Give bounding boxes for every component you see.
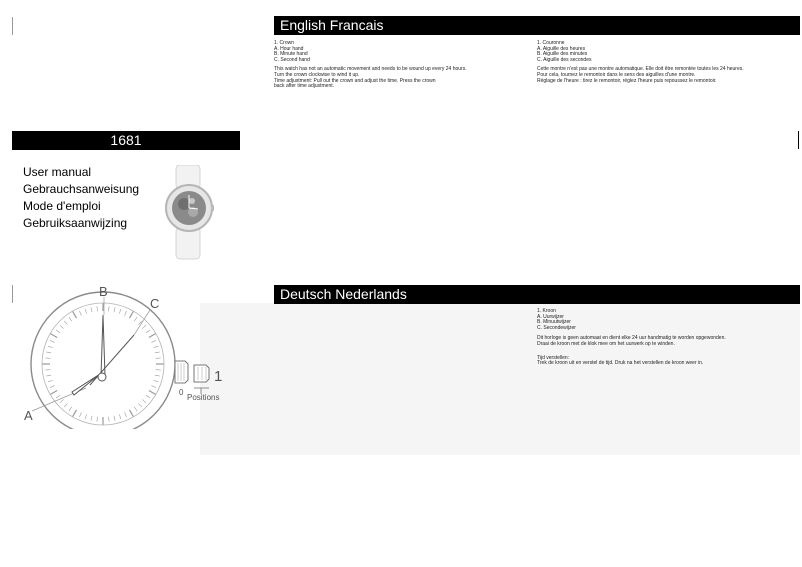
dial-tick <box>109 306 110 311</box>
dial-tick <box>153 346 158 348</box>
dial-tick <box>85 414 87 419</box>
crop-mark <box>12 285 13 303</box>
crown-position-1 <box>194 365 209 382</box>
dial-tick <box>45 370 50 371</box>
manual-title-en: User manual <box>23 165 92 179</box>
manual-titles <box>23 164 139 232</box>
dutch-section <box>537 309 797 367</box>
french-instruction: Cette montre n'est pas une montre automatique. Elle doit être remontée toutes les 24 heures. <box>537 66 744 73</box>
dial-tick <box>119 414 121 419</box>
dial-tick <box>109 417 110 422</box>
dial-tick <box>155 352 160 353</box>
dial-tick <box>114 307 115 312</box>
header-deutsch-nederlands: Deutsch Nederlands <box>274 285 800 304</box>
second-hand <box>90 335 134 385</box>
french-part: 1. Couronne <box>537 40 565 46</box>
manual-title-de: Gebrauchsanweisung <box>23 182 140 196</box>
label-crown-0: 0 <box>179 388 184 397</box>
hand-pinion <box>98 373 106 381</box>
dial-tick <box>138 403 141 407</box>
watch-photo <box>163 165 215 260</box>
dial-tick <box>97 417 98 422</box>
dial-tick <box>146 330 150 333</box>
label-crown-1: 1 <box>214 368 223 385</box>
dial-tick <box>50 386 55 388</box>
manual-title-fr: Mode d'emploi <box>23 199 101 213</box>
dutch-time-setting: Trek de kroon uit en verstel de tijd. Druk na het verstellen de kroon weer in. <box>537 360 704 367</box>
dutch-part: C. Secondewijzer <box>537 324 576 331</box>
dutch-time-setting-title: Tijd verstellen: <box>537 354 570 361</box>
dial-tick <box>149 391 156 395</box>
dial-tick <box>73 311 77 318</box>
dial-tick <box>134 317 137 321</box>
french-instruction: Pour cela, tournez le remontoir dans le sens des aiguilles d'une montre. <box>537 71 696 78</box>
dial-tick <box>46 375 51 376</box>
dial-tick <box>146 395 150 398</box>
dial-tick <box>50 334 57 338</box>
dial-tick <box>73 410 77 417</box>
dial-tick <box>142 399 146 402</box>
dial-tick <box>151 340 156 342</box>
label-positions: Positions <box>187 393 220 402</box>
french-instruction: Réglage de l'heure : tirez le remontoir, réglez l'heure puis repoussez le remontoir. <box>537 77 717 84</box>
dial-tick <box>69 317 72 321</box>
dial-tick <box>91 307 92 312</box>
manual-title-nl: Gebruiksaanwijzing <box>23 216 128 230</box>
dial-tick <box>156 370 161 371</box>
french-part: A. Aiguille des heures <box>537 45 586 52</box>
dial-tick <box>50 340 55 342</box>
french-part: B. Aiguille des minutes <box>537 51 588 58</box>
hour-hand <box>72 374 100 395</box>
dial-tick <box>79 311 81 316</box>
model-number: 1681 <box>110 132 142 148</box>
dial-tick <box>85 309 87 314</box>
dial-tick <box>79 412 81 417</box>
dial-tick <box>125 311 127 316</box>
dial-tick <box>130 410 134 417</box>
english-instruction: This watch has not an automatic movement and needs to be wound up every 24 hours. <box>274 66 467 73</box>
dial-tick <box>69 407 72 411</box>
dial-tick <box>142 325 146 328</box>
french-section <box>537 41 797 84</box>
english-part: 1. Crown <box>274 40 295 46</box>
dutch-part: B. Minuutwijzer <box>537 319 571 326</box>
english-part: A. Hour hand <box>274 45 304 52</box>
header-english-francais: English Francais <box>274 16 800 35</box>
dial-tick <box>153 380 158 382</box>
english-part: C. Second hand <box>274 56 310 63</box>
dial-tick <box>60 325 64 328</box>
crop-mark <box>798 131 799 149</box>
dial-tick <box>119 309 121 314</box>
dutch-instruction: Dit horloge is geen automaat en dient elke 24 uur handmatig te worden opgewonden. <box>537 335 726 342</box>
dial-tick <box>156 358 161 359</box>
dial-tick <box>151 386 156 388</box>
crop-mark <box>12 17 13 35</box>
dial-tick <box>48 346 53 348</box>
watch-crown <box>211 205 214 211</box>
dial-tick <box>46 352 51 353</box>
minute-hand <box>101 315 105 376</box>
crown-position-0 <box>175 361 188 383</box>
dial-tick <box>125 412 127 417</box>
dial-tick <box>91 416 92 421</box>
dutch-part: 1. Kroon <box>537 308 556 314</box>
dial-tick <box>64 403 67 407</box>
dial-tick <box>56 395 60 398</box>
english-part: B. Minute hand <box>274 51 308 58</box>
dial-tick <box>60 399 64 402</box>
dial-tick <box>45 358 50 359</box>
english-instruction: Turn the crown clockwise to wind it up. <box>274 71 360 78</box>
dutch-part: A. Uurwijzer <box>537 313 564 320</box>
dial-tick <box>155 375 160 376</box>
watch-diagram <box>20 284 230 429</box>
english-instruction: Time adjustment: Pull out the crown and adjust the time. Press the crown <box>274 77 436 84</box>
dial-tick <box>50 391 57 395</box>
dial-tick <box>97 306 98 311</box>
dial-tick <box>64 321 67 325</box>
dial-tick <box>134 407 137 411</box>
dial-tick <box>149 334 156 338</box>
dial-tick <box>48 380 53 382</box>
dial-tick <box>130 311 134 318</box>
label-c: C <box>150 296 160 311</box>
english-instruction: back after time adjustment. <box>274 83 335 90</box>
dial-tick <box>114 416 115 421</box>
dial-tick <box>56 330 60 333</box>
french-part: C. Aiguille des secondes <box>537 56 592 63</box>
dutch-instruction: Draai de kroon met de klok mee om het uurwerk op te winden. <box>537 340 675 347</box>
label-b: B <box>99 284 108 299</box>
english-section <box>274 41 529 90</box>
model-number-bar <box>12 131 240 150</box>
label-a: A <box>24 408 33 423</box>
